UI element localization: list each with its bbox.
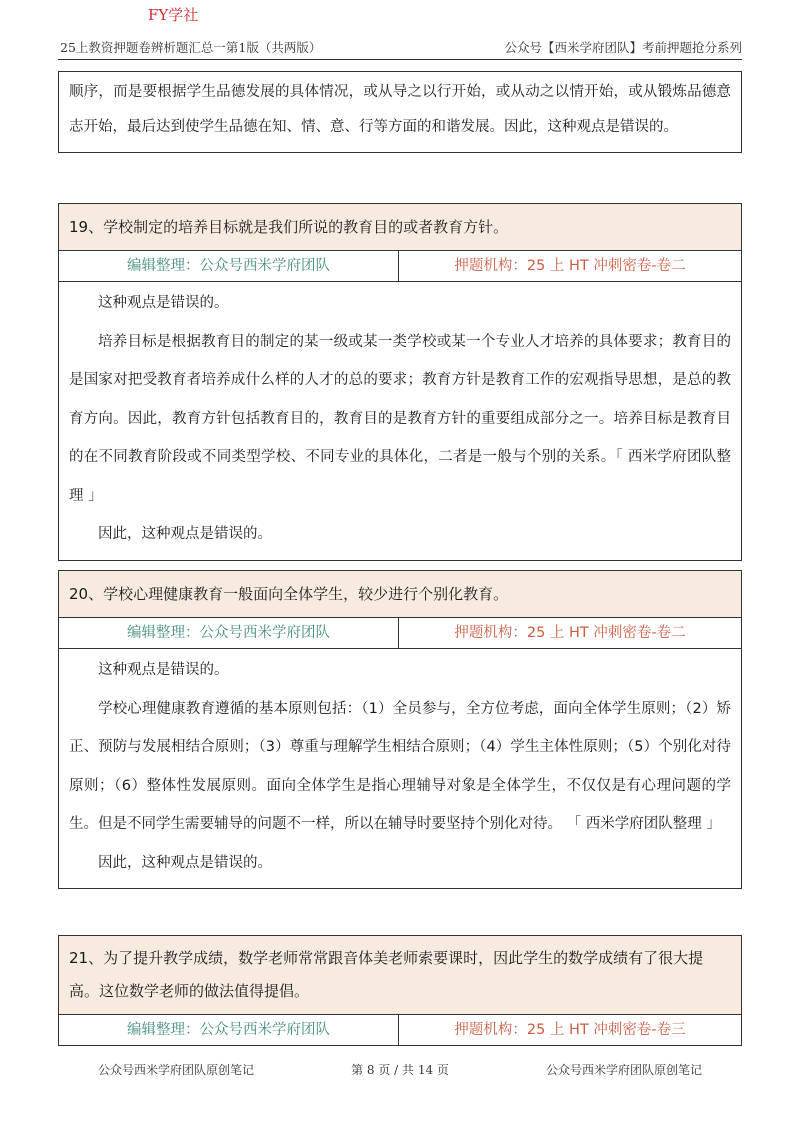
footer-right-note: 公众号西米学府团队原创笔记 bbox=[546, 1063, 703, 1077]
question-box-21 bbox=[58, 935, 742, 1046]
answer-verdict: 这种观点是错误的。 bbox=[98, 662, 229, 678]
source-label: 押题机构：25 上 HT 冲刺密卷-卷三 bbox=[454, 1022, 686, 1038]
editor-credit: 编辑整理：公众号西米学府团队 bbox=[59, 618, 399, 648]
question-meta bbox=[59, 251, 741, 282]
answer-body bbox=[59, 72, 741, 152]
footer-left-note: 公众号西米学府团队原创笔记 bbox=[98, 1063, 255, 1077]
source-label: 押题机构：25 上 HT 冲刺密卷-卷二 bbox=[454, 625, 686, 641]
editor-credit: 编辑整理：公众号西米学府团队 bbox=[59, 1015, 399, 1045]
answer-body bbox=[59, 282, 741, 560]
page-header bbox=[58, 36, 742, 58]
question-meta bbox=[59, 618, 741, 649]
question-text: 20、学校心理健康教育一般面向全体学生，较少进行个别化教育。 bbox=[59, 571, 741, 618]
question-text: 19、学校制定的培养目标就是我们所说的教育目的或者教育方针。 bbox=[59, 204, 741, 251]
header-divider bbox=[58, 59, 742, 60]
header-title: 25上教资押题卷辨析题汇总一第1版（共两版） bbox=[60, 40, 322, 55]
question-meta bbox=[59, 1015, 741, 1045]
page-number: 第 8 页 / 共 14 页 bbox=[351, 1063, 449, 1077]
answer-body bbox=[59, 649, 741, 888]
answer-explanation: 学校心理健康教育遵循的基本原则包括：（1）全员参与，全方位考虑，面向全体学生原则；（2）矫正、预防与发展相结合原则；（3）尊重与理解学生相结合原则；（4）学生主体性原则；（5）个别化对待原则；（6）整体性发展原则。面向全体学生是指心理辅导对象是全体学生，不仅仅是有心理问题的学生。但是不同学生需要辅导的问题不一样，所以在辅导时要坚持个别化对待。 「 西米学府团队整理 」 bbox=[69, 700, 731, 832]
question-text: 21、为了提升教学成绩，数学老师常常跟音体美老师索要课时，因此学生的数学成绩有了很大提高。这位数学老师的做法值得提倡。 bbox=[59, 936, 741, 1015]
watermark: FY学社 bbox=[148, 6, 199, 24]
header-series: 公众号【西米学府团队】考前押题抢分系列 bbox=[504, 40, 742, 55]
question-box-19 bbox=[58, 203, 742, 561]
source-label: 押题机构：25 上 HT 冲刺密卷-卷二 bbox=[454, 258, 686, 274]
answer-conclusion: 因此，这种观点是错误的。 bbox=[98, 854, 272, 871]
question-box-20 bbox=[58, 570, 742, 889]
answer-paragraph: 顺序，而是要根据学生品德发展的具体情况，或从导之以行开始，或从动之以情开始，或从锻炼品德意志开始，最后达到使学生品德在知、情、意、行等方面的和谐发展。因此，这种观点是错误的。 bbox=[69, 84, 731, 135]
editor-credit: 编辑整理：公众号西米学府团队 bbox=[59, 251, 399, 281]
answer-box-continued bbox=[58, 71, 742, 153]
answer-conclusion: 因此，这种观点是错误的。 bbox=[98, 526, 272, 542]
answer-explanation: 培养目标是根据教育目的制定的某一级或某一类学校或某一个专业人才培养的具体要求；教育目的是国家对把受教育者培养成什么样的人才的总的要求；教育方针是教育工作的宏观指导思想，是总的教育方向。因此，教育方针包括教育目的，教育目的是教育方针的重要组成部分之一。培养目标是教育目的在不同教育阶段或不同类型学校、不同专业的具体化，二者是一般与个别的关系。「 西米学府团队整理 」 bbox=[69, 333, 731, 504]
answer-verdict: 这种观点是错误的。 bbox=[98, 295, 229, 311]
